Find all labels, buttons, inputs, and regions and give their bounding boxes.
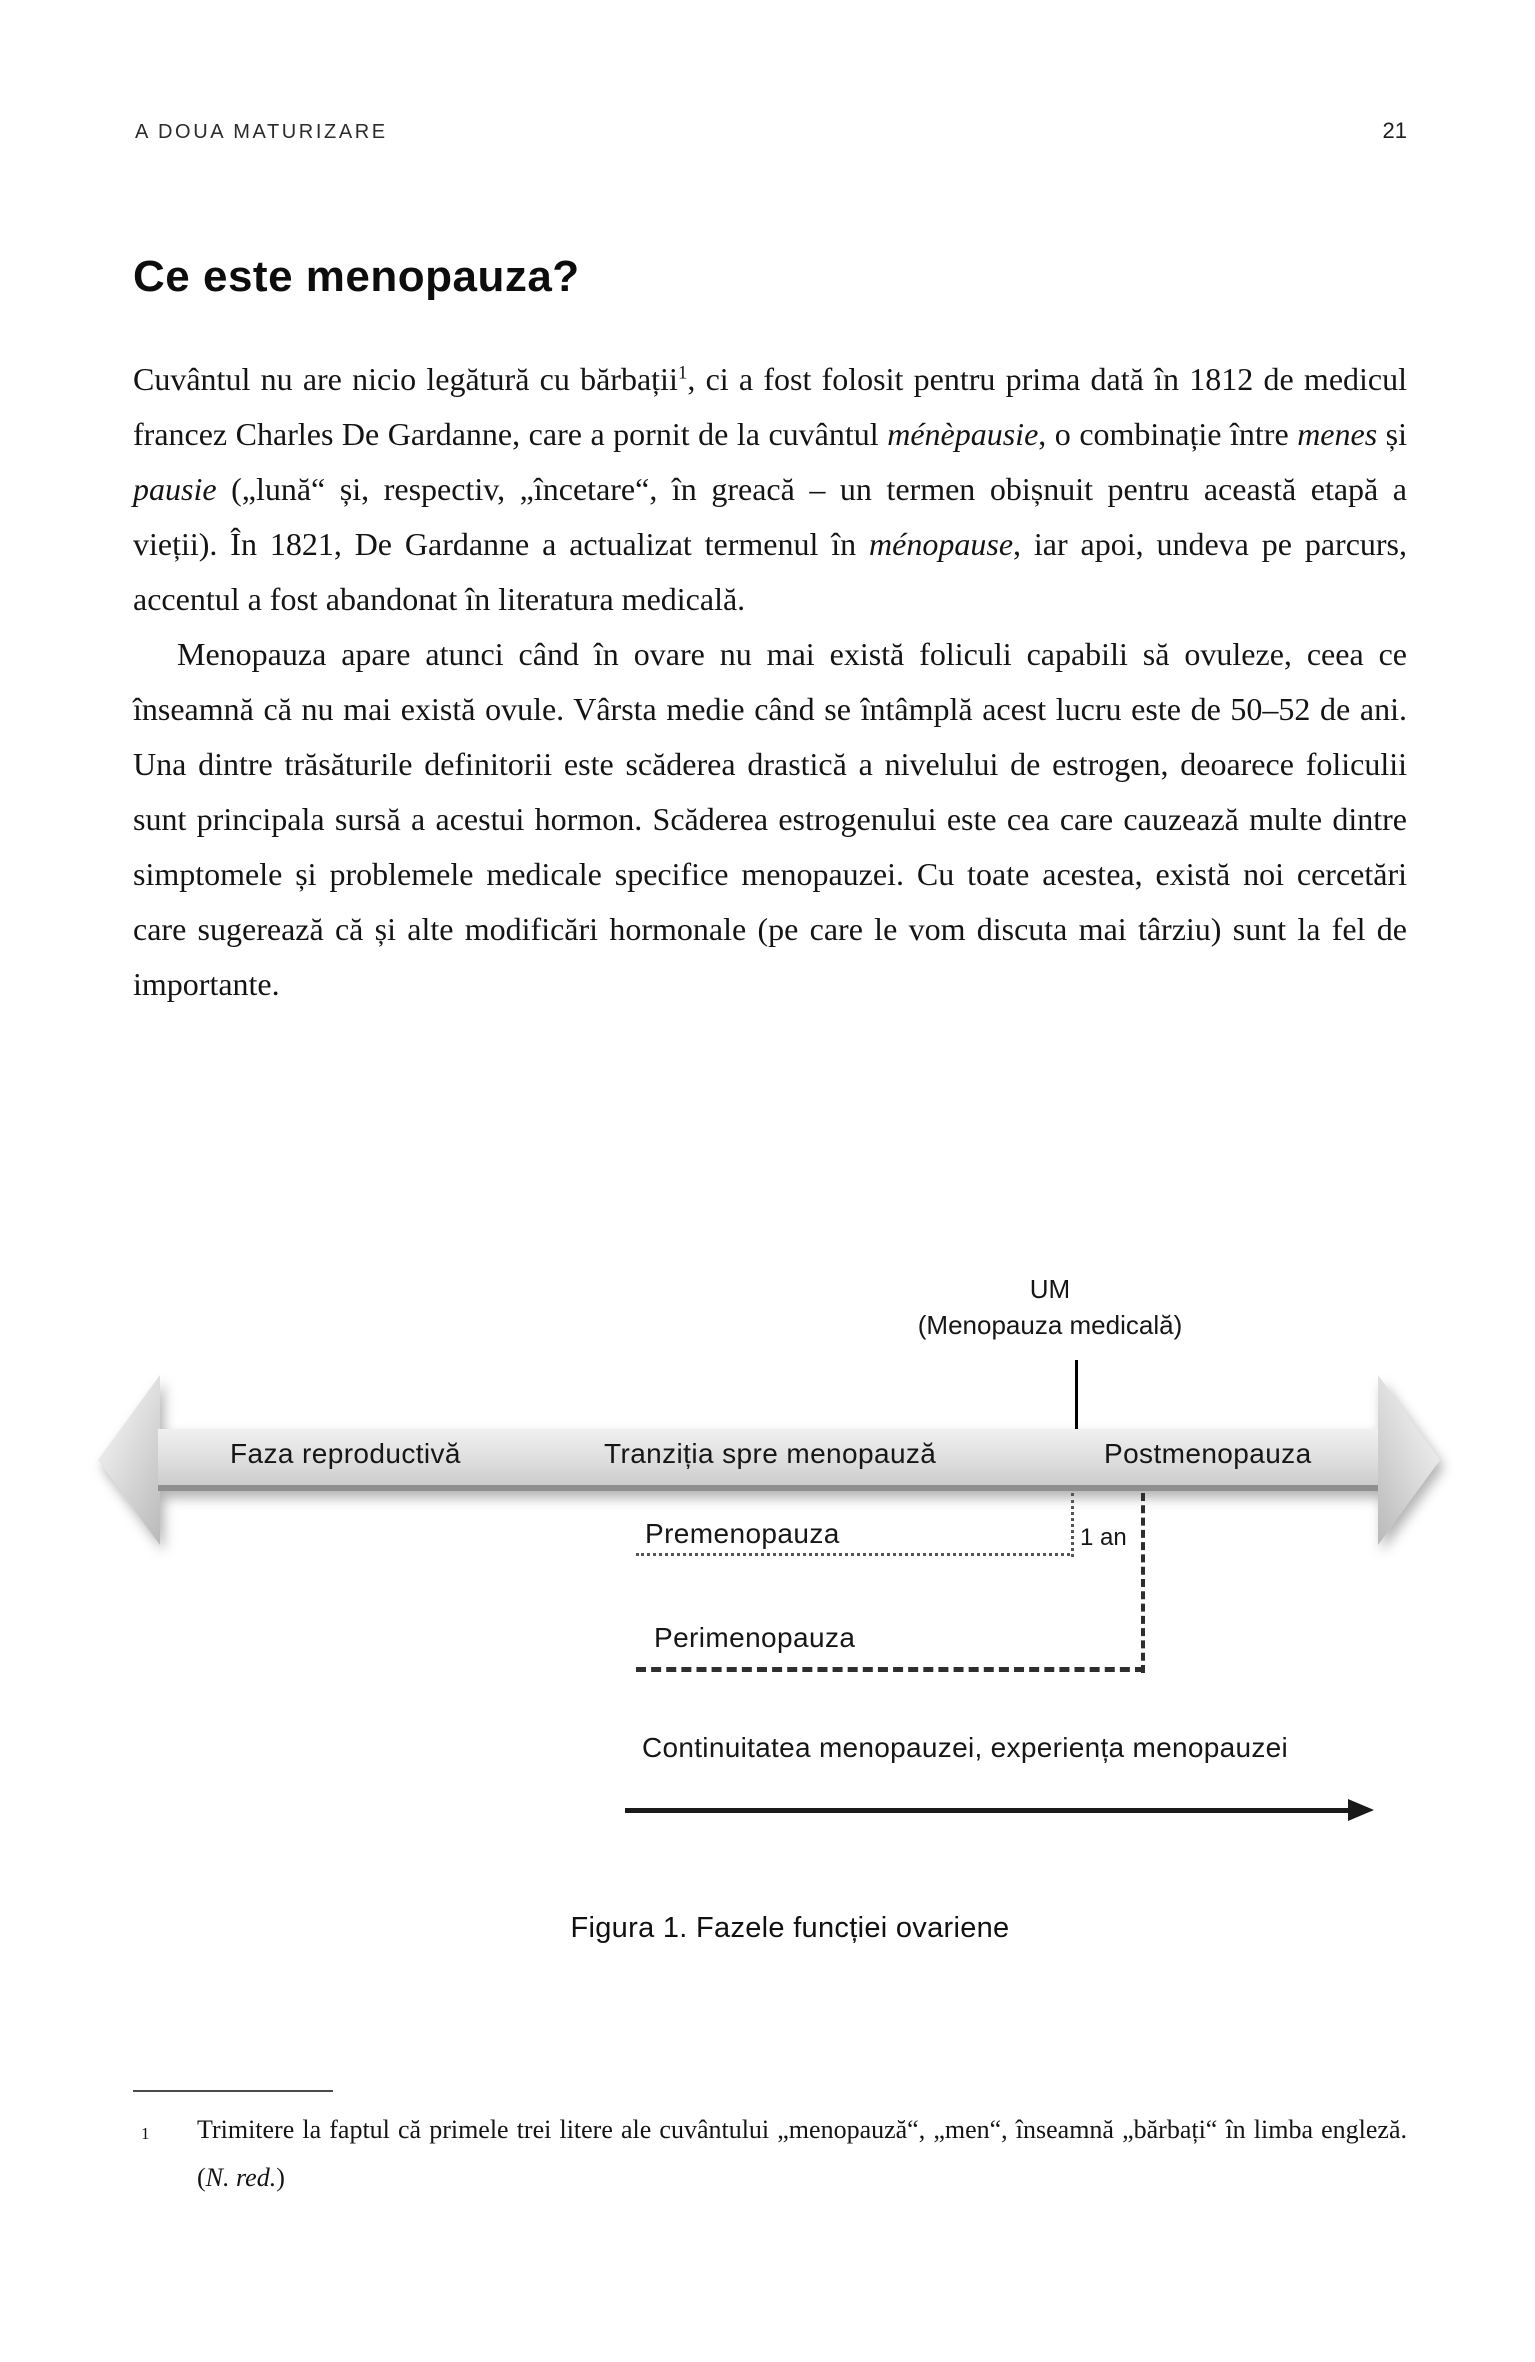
continuum-label: Continuitatea menopauzei, experiența menopauzei (641, 1732, 1289, 1763)
one-year-dashed-line (1141, 1493, 1145, 1673)
footnote-body: Trimitere la faptul că primele trei litere ale cuvântului „menopauză“, „men“, înseamnă „bărbați“ în limba engleză. (N. red.) (197, 2115, 1407, 2192)
section-heading: Ce este menopauza? (133, 252, 580, 301)
running-title: A DOUA MATURIZARE (135, 121, 388, 143)
figure-caption: Figura 1. Fazele funcției ovariene (570, 1912, 1010, 1944)
page-number: 21 (1382, 118, 1407, 143)
phase-reproductive-label: Faza reproductivă (230, 1438, 461, 1469)
figure-ovarian-phases (0, 1272, 1535, 1962)
footnote-marker: 1 (141, 2124, 150, 2143)
footnote-text (133, 2106, 1407, 2202)
final-period-dotted-line (1071, 1493, 1074, 1557)
one-year-label: 1 an (1080, 1524, 1127, 1551)
phase-postmenopause-label: Postmenopauza (1104, 1438, 1312, 1469)
continuum-arrow-line (625, 1808, 1351, 1813)
phase-transition-label: Tranziția spre menopauză (604, 1438, 937, 1469)
footnote (133, 2090, 1407, 2202)
um-sublabel: (Menopauza medicală) (917, 1310, 1183, 1340)
timeline-left-arrowhead-icon (98, 1375, 160, 1545)
paragraph-definition: Menopauza apare atunci când în ovare nu mai există foliculi capabili să ovuleze, ceea ce înseamnă că nu mai există ovule. Vârsta medie când se întâmplă acest lucru este de 50–52 de ani. Una dintre trăsăturile definitorii este scăderea drastică a nivelului de estrogen, deoarece foliculii sunt principala sursă a acestui hormon. Scăderea estrogenului este cea care cauzează multe dintre simptomele și problemele medicale specifice menopauzei. Cu toate acestea, există noi cercetări care sugerează că și alte modificări hormonale (pe care le vom discuta mai târziu) sunt la fel de importante. (133, 636, 1407, 1002)
premenopause-label: Premenopauza (645, 1518, 840, 1549)
um-label: UM (1029, 1274, 1071, 1304)
body-text (133, 352, 1407, 1012)
footnote-rule (133, 2090, 333, 2092)
premenopause-dotted-underline (636, 1553, 1070, 1556)
continuum-arrow-head-icon (1348, 1799, 1374, 1821)
paragraph-etymology: Cuvântul nu are nicio legătură cu bărbații$^1$, ci a fost folosit pentru prima dată în 1812 de medicul francez Charles De Gardanne, care a pornit de la cuvântul ménèpausie, o combinație între menes și pausie („lună“ și, respectiv, „încetare“, în greacă – un termen obișnuit pentru această etapă a vieții). În 1821, De Gardanne a actualizat termenul în ménopause, iar apoi, undeva pe parcurs, accentul a fost abandonat în literatura medicală. (133, 361, 1408, 617)
running-header (135, 118, 1407, 144)
perimenopause-dashed-underline (636, 1667, 1145, 1672)
timeline-right-arrowhead-icon (1378, 1375, 1440, 1545)
perimenopause-label: Perimenopauza (654, 1622, 856, 1653)
